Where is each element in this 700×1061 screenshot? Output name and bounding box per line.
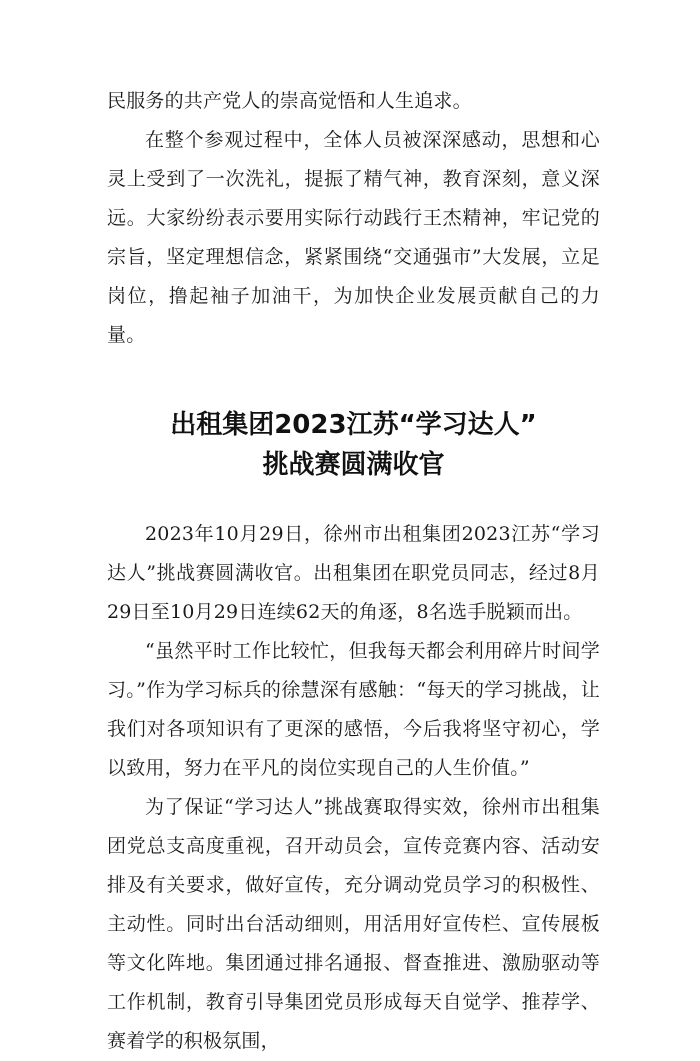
article-paragraph-1: 2023年10月29日，徐州市出租集团2023江苏“学习达人”挑战赛圆满收官。出租集团在职党员同志，经过8月29日至10月29日连续62天的角逐，8名选手脱颖而出。 xyxy=(107,523,600,623)
continued-paragraph: 民服务的共产党人的崇高觉悟和人生追求。 xyxy=(107,90,472,112)
article-paragraph-3: 为了保证“学习达人”挑战赛取得实效，徐州市出租集团党总支高度重视，召开动员会，宣传竞赛内容、活动安排及有关要求，做好宣传，充分调动党员学习的积极性、主动性。同时出台活动细则，用活用好宣传栏、宣传展板等文化阵地。集团通过排名通报、督查推进、激励驱动等工作机制，教育引导集团党员形成每天自觉学、推荐学、赛着学的积极氛围， xyxy=(107,796,600,1052)
document-page xyxy=(107,82,600,1061)
article-paragraph-2: “虽然平时工作比较忙，但我每天都会利用碎片时间学习。”作为学习标兵的徐慧深有感触：“每天的学习挑战，让我们对各项知识有了更深的感悟，今后我将坚守初心，学以致用，努力在平凡的岗位实现自己的人生价值。” xyxy=(107,640,600,779)
article-title-line-2: 挑战赛圆满收官 xyxy=(262,450,445,480)
article-title-line-1: 出租集团2023江苏“学习达人” xyxy=(170,410,537,440)
summary-paragraph: 在整个参观过程中，全体人员被深深感动，思想和心灵上受到了一次洗礼，提振了精气神，教育深刻，意义深远。大家纷纷表示要用实际行动践行王杰精神，牢记党的宗旨，坚定理想信念，紧紧围绕“交通强市”大发展，立足岗位，撸起袖子加油干，为加快企业发展贡献自己的力量。 xyxy=(107,129,600,346)
article-title xyxy=(107,405,600,485)
